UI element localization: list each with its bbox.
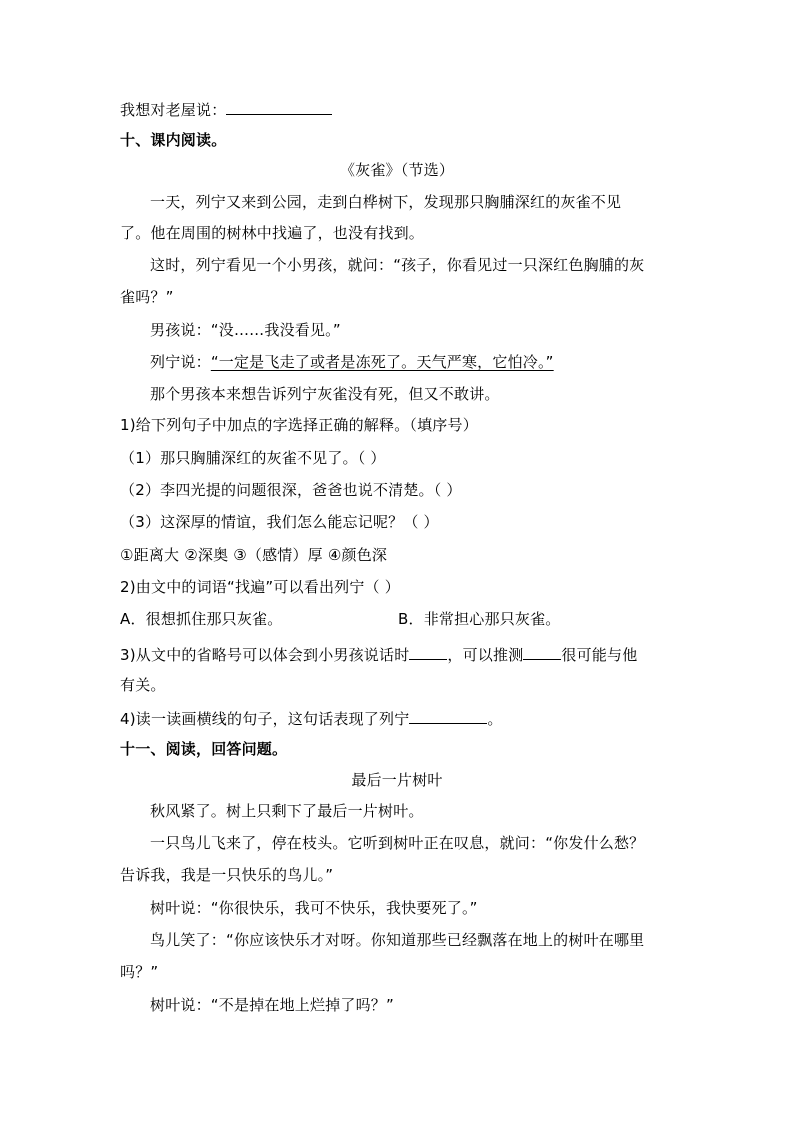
question-1-item-1: （1）那只胸脯深红的灰雀不见了。（ ） [120, 449, 386, 467]
question-2: 2)由文中的词语“找遍”可以看出列宁（ ） [120, 578, 400, 596]
s11-paragraph-4-line-1: 鸟儿笑了：“你应该快乐才对呀。你知道那些已经飘落在地上的树叶在哪里 [150, 931, 645, 949]
q3-blank-1[interactable] [409, 643, 447, 660]
s11-paragraph-4-line-2: 吗？” [120, 963, 159, 981]
answer-blank[interactable] [226, 98, 332, 115]
s10-paragraph-2-line-2: 雀吗？” [120, 288, 174, 306]
question-2-option-a[interactable]: A．很想抓住那只灰雀。 [120, 610, 283, 628]
underlined-sentence: “一定是飞走了或者是冻死了。天气严寒，它怕冷。” [210, 353, 554, 371]
s10-paragraph-5: 那个男孩本来想告诉列宁灰雀没有死，但又不敢讲。 [150, 385, 500, 403]
section-10-heading: 十、课内阅读。 [120, 131, 227, 149]
s11-paragraph-2-line-2: 告诉我，我是一只快乐的鸟儿。” [120, 866, 334, 884]
intro-line [120, 98, 332, 120]
q3-text-c: 很可能与他 [561, 646, 638, 664]
section-11-title: 最后一片树叶 [351, 771, 443, 789]
intro-text: 我想对老屋说： [120, 101, 227, 119]
s10-paragraph-1-line-2: 了。他在周围的树林中找遍了，也没有找到。 [120, 224, 425, 242]
s10-paragraph-2-line-1: 这时，列宁看见一个小男孩，就问：“孩子，你看见过一只深红色胸脯的灰 [150, 256, 645, 274]
p4-prefix: 列宁说： [150, 353, 211, 371]
question-1-item-3: （3）这深厚的情谊，我们怎么能忘记呢？（ ） [120, 513, 439, 531]
question-3-line-1 [120, 643, 637, 665]
section-11-heading: 十一、阅读，回答问题。 [120, 740, 288, 758]
question-3-line-2: 有关。 [120, 676, 166, 694]
s11-paragraph-5: 树叶说：“不是掉在地上烂掉了吗？” [150, 996, 394, 1014]
q4-text-b: 。 [487, 710, 503, 728]
q3-text-b: ，可以推测 [447, 646, 524, 664]
question-1-item-2: （2）李四光提的问题很深，爸爸也说不清楚。（ ） [120, 481, 462, 499]
s10-paragraph-1-line-1: 一天，列宁又来到公园，走到白桦树下，发现那只胸脯深红的灰雀不见 [150, 193, 622, 211]
question-2-option-b[interactable]: B．非常担心那只灰雀。 [398, 610, 561, 628]
s10-paragraph-4 [150, 352, 554, 372]
s11-paragraph-1: 秋风紧了。树上只剩下了最后一片树叶。 [150, 802, 424, 820]
question-1-options: ①距离大 ②深奥 ③（感情）厚 ④颜色深 [120, 546, 388, 564]
q3-text-a: 3)从文中的省略号可以体会到小男孩说话时 [120, 646, 410, 664]
q4-blank[interactable] [409, 707, 487, 724]
s11-paragraph-2-line-1: 一只鸟儿飞来了，停在枝头。它听到树叶正在叹息，就问：“你发什么愁？ [150, 834, 645, 852]
s11-paragraph-3: 树叶说：“你很快乐，我可不快乐，我快要死了。” [150, 899, 478, 917]
q3-blank-2[interactable] [523, 643, 561, 660]
question-1: 1)给下列句子中加点的字选择正确的解释。（填序号） [120, 416, 478, 434]
s10-paragraph-3: 男孩说：“没……我没看见。” [150, 321, 341, 339]
question-4 [120, 707, 503, 729]
q4-text-a: 4)读一读画横线的句子，这句话表现了列宁 [120, 710, 410, 728]
section-10-title: 《灰雀》（节选） [339, 161, 455, 179]
